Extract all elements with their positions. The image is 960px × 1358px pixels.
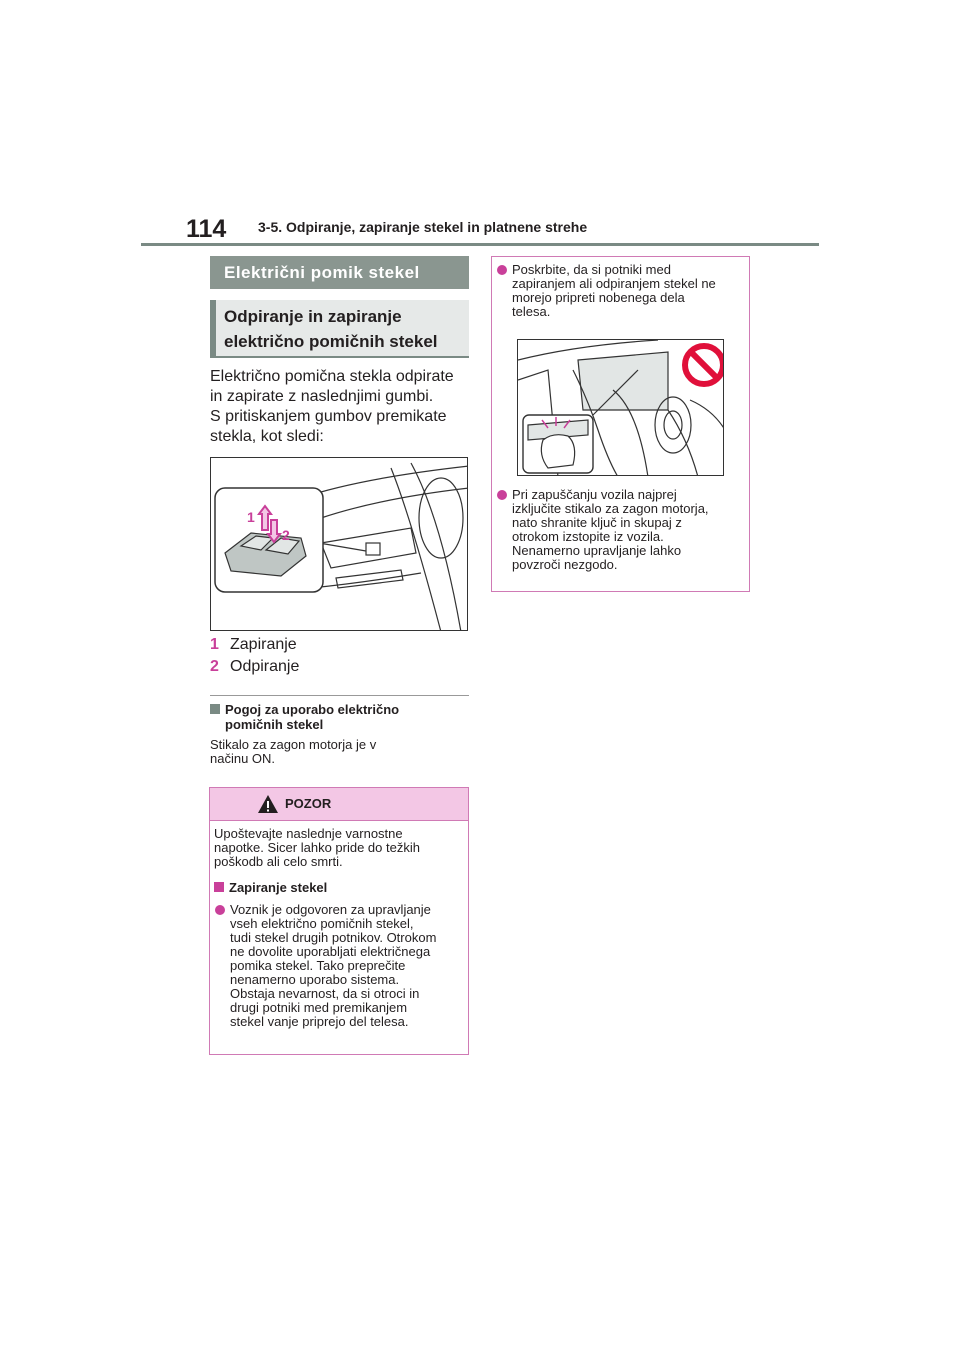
- chapter-title: 3-5. Odpiranje, zapiranje stekel in platnene strehe: [258, 219, 588, 235]
- warning-triangle-icon: [257, 794, 279, 814]
- warning-box: [209, 787, 469, 1055]
- legend-item: [210, 636, 297, 654]
- callout-1: 1: [247, 509, 255, 525]
- legend-number: 2: [210, 658, 219, 675]
- condition-text: [210, 738, 472, 766]
- subtitle-line: Odpiranje in zapiranje: [224, 307, 402, 326]
- warning-bullet-line: izključite stikalo za zagon motorja,: [512, 501, 709, 516]
- condition-title-line: pomičnih stekel: [225, 717, 324, 732]
- window-switch-illustration: [211, 458, 468, 631]
- warning-bullet-line: vseh električno pomičnih stekel,: [230, 916, 414, 931]
- bullet-dot-icon: [215, 905, 225, 915]
- warning-bullet-line: morejo pripreti nobenega dela: [512, 290, 685, 305]
- intro-text: [210, 367, 472, 447]
- warning-intro-line: napotke. Sicer lahko pride do težkih: [214, 840, 420, 855]
- warning-bullet-line: telesa.: [512, 304, 551, 319]
- warning-bullet-line: drugi potniki med premikanjem: [230, 1000, 408, 1015]
- warning-bullet: [496, 488, 709, 572]
- warning-bullet: [496, 263, 716, 319]
- square-bullet-icon: [214, 882, 224, 892]
- condition-line: Stikalo za zagon motorja je v: [210, 737, 377, 752]
- warning-bullet-line: pomika stekel. Tako preprečite: [230, 958, 406, 973]
- intro-line: stekla, kot sledi:: [210, 428, 324, 445]
- subtitle-line: električno pomičnih stekel: [224, 332, 438, 351]
- warning-bullet: [214, 903, 464, 1029]
- warning-bullet-line: tudi stekel drugih potnikov. Otrokom: [230, 930, 437, 945]
- condition-line: načinu ON.: [210, 751, 276, 766]
- intro-line: S pritiskanjem gumbov premikate: [210, 408, 447, 425]
- bullet-dot-icon: [497, 265, 507, 275]
- legend-label: Zapiranje: [230, 636, 297, 653]
- warning-title: POZOR: [285, 796, 332, 811]
- subsection-divider: [210, 695, 469, 696]
- warning-bullet-line: Pri zapuščanju vozila najprej: [512, 487, 677, 502]
- header-divider: [141, 243, 819, 246]
- window-switch-figure: [210, 457, 468, 631]
- warning-bullet-line: Nenamerno upravljanje lahko: [512, 543, 682, 558]
- legend-number: 1: [210, 636, 219, 653]
- intro-line: in zapirate z naslednjimi gumbi.: [210, 388, 434, 405]
- condition-title-line: Pogoj za uporabo električno: [225, 702, 400, 717]
- bullet-dot-icon: [497, 490, 507, 500]
- window-pinch-illustration: [518, 340, 724, 476]
- warning-bullet-line: stekel vanje priprejo del telesa.: [230, 1014, 409, 1029]
- warning-bullet-line: Voznik je odgovoren za upravljanje: [230, 902, 431, 917]
- warning-intro-line: poškodb ali celo smrti.: [214, 854, 343, 869]
- section-title: Električni pomik stekel: [210, 256, 469, 289]
- prohibition-icon: [685, 346, 723, 384]
- callout-2: 2: [282, 527, 290, 543]
- warning-bullet-line: otrokom izstopite iz vozila.: [512, 529, 664, 544]
- legend-label: Odpiranje: [230, 658, 300, 675]
- legend-item: [210, 658, 299, 676]
- warning-bullet-line: povzroči nezgodo.: [512, 557, 618, 572]
- warning-intro-line: Upoštevajte naslednje varnostne: [214, 826, 403, 841]
- condition-title: [210, 702, 472, 732]
- warning-bullet-line: nato shranite ključ in skupaj z: [512, 515, 682, 530]
- warning-subtitle: Zapiranje stekel: [214, 881, 464, 895]
- intro-line: Električno pomična stekla odpirate: [210, 368, 454, 385]
- warning-bullet-line: Obstaja nevarnost, da si otroci in: [230, 986, 420, 1001]
- section-subtitle: [210, 300, 469, 358]
- warning-bullet-line: Poskrbite, da si potniki med: [512, 262, 671, 277]
- square-bullet-icon: [210, 704, 220, 714]
- warning-bullet-line: ne dovolite uporabljati električnega: [230, 944, 431, 959]
- warning-bullet-line: nenamerno uporabo sistema.: [230, 972, 400, 987]
- warning-header: [210, 788, 468, 821]
- warning-bullet-line: zapiranjem ali odpiranjem stekel ne: [512, 276, 716, 291]
- window-pinch-figure: [517, 339, 724, 476]
- page-number: 114: [186, 215, 227, 243]
- warning-content: [210, 821, 468, 1029]
